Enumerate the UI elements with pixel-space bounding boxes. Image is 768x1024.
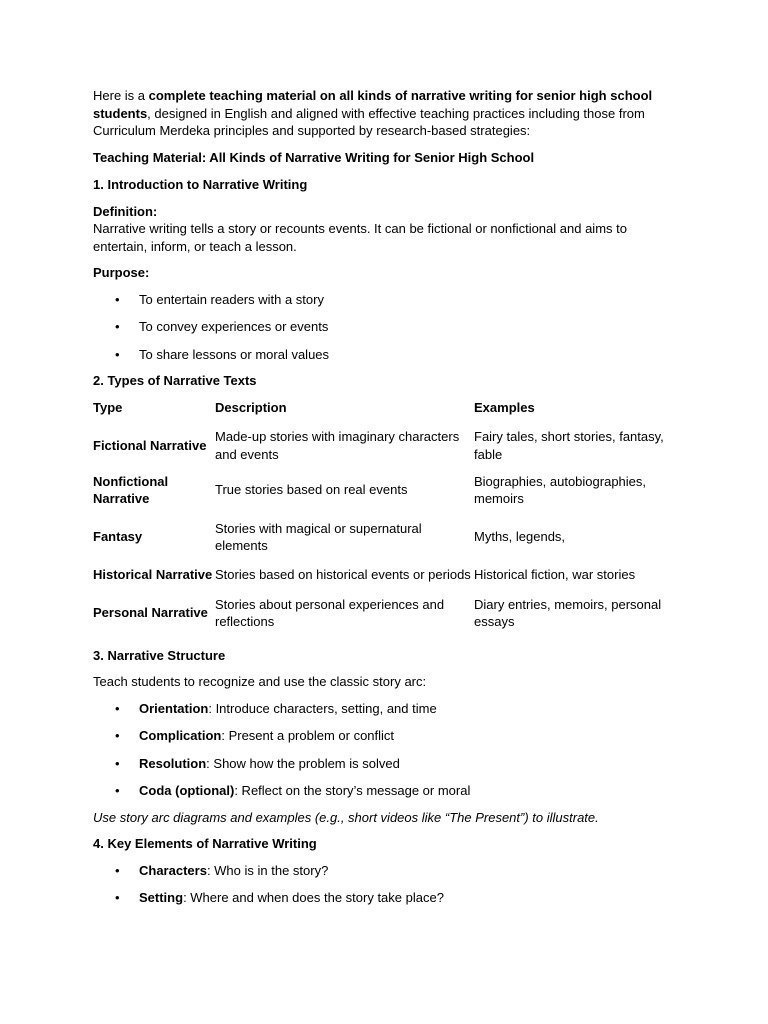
bullet-icon: •: [115, 319, 120, 334]
intro-bold: complete teaching material on all kinds of narrative writing for senior high school students: [93, 88, 653, 121]
narrative-types-table: [93, 399, 673, 637]
list-item-text: To entertain readers with a story: [139, 291, 324, 307]
list-item-term: Orientation: [139, 700, 209, 716]
story-arc-list: [93, 700, 673, 800]
cell-type: Fantasy: [93, 529, 143, 545]
table-row: [93, 561, 673, 590]
section-3-heading: 3. Narrative Structure: [93, 647, 226, 663]
list-item: [93, 889, 673, 907]
cell-description: Stories based on historical events or periods: [215, 567, 471, 583]
document-page: [93, 87, 673, 916]
list-item-term: Characters: [139, 862, 207, 878]
intro-rest: , designed in English and aligned with effective teaching practices including those from Curriculum Merdeka principles and supported by research-based strategies:: [93, 105, 645, 138]
purpose-label: Purpose:: [93, 265, 150, 280]
cell-description: Made-up stories with imaginary characters and events: [215, 429, 460, 462]
table-row: [93, 467, 673, 514]
cell-examples: Fairy tales, short stories, fantasy, fable: [474, 429, 664, 462]
list-item: [93, 782, 673, 800]
cell-type: Personal Narrative: [93, 605, 208, 621]
list-item-term: Setting: [139, 890, 184, 905]
table-row: [93, 590, 673, 637]
section-2-heading: 2. Types of Narrative Texts: [93, 373, 257, 388]
definition-label: Definition:: [93, 203, 158, 219]
intro-lead: Here is a: [93, 88, 149, 103]
cell-examples: Historical fiction, war stories: [474, 567, 636, 583]
story-arc-note: Use story arc diagrams and examples (e.g., short videos like “The Present”) to illustrate.: [93, 809, 599, 825]
bullet-icon: •: [115, 862, 120, 878]
column-header-description: Description: [215, 399, 287, 415]
cell-description: Stories with magical or supernatural elements: [215, 520, 422, 553]
column-header-type: Type: [93, 399, 123, 415]
bullet-icon: •: [115, 346, 120, 362]
section-3-lead: Teach students to recognize and use the classic story arc:: [93, 674, 427, 689]
list-item: [93, 291, 673, 309]
list-item-text: : Present a problem or conflict: [221, 728, 395, 743]
cell-type: Nonfictional Narrative: [93, 473, 169, 506]
list-item-text: : Introduce characters, setting, and time: [208, 700, 437, 716]
list-item-text: : Show how the problem is solved: [206, 755, 400, 771]
cell-description: True stories based on real events: [215, 482, 408, 498]
list-item-text: To convey experiences or events: [139, 319, 329, 334]
cell-examples: Myths, legends,: [474, 529, 566, 545]
table-row: [93, 425, 673, 467]
column-header-examples: Examples: [474, 399, 535, 415]
intro-paragraph: [93, 87, 673, 140]
list-item-text: : Reflect on the story’s message or moral: [234, 783, 471, 798]
definition-text: Narrative writing tells a story or recounts events. It can be fictional or nonfictional and aims to entertain, inform, or teach a lesson.: [93, 221, 627, 254]
document-title: Teaching Material: All Kinds of Narrative Writing for Senior High School: [93, 149, 535, 165]
section-1-heading: 1. Introduction to Narrative Writing: [93, 177, 308, 192]
cell-description: Stories about personal experiences and reflections: [215, 596, 445, 629]
list-item: [93, 318, 673, 336]
list-item: [93, 700, 673, 718]
table-row: [93, 514, 673, 561]
table-header-row: [93, 399, 673, 425]
bullet-icon: •: [115, 783, 120, 798]
list-item-text: : Who is in the story?: [206, 862, 329, 878]
list-item-term: Resolution: [139, 755, 207, 771]
cell-type: Fictional Narrative: [93, 437, 207, 453]
cell-type: Historical Narrative: [93, 567, 213, 583]
list-item-term: Complication: [139, 728, 222, 743]
bullet-icon: •: [115, 890, 120, 905]
purpose-list: [93, 291, 673, 364]
cell-examples: Biographies, autobiographies, memoirs: [474, 473, 647, 506]
key-elements-list: [93, 862, 673, 907]
list-item: [93, 346, 673, 364]
cell-examples: Diary entries, memoirs, personal essays: [474, 596, 662, 629]
list-item: [93, 727, 673, 745]
section-4-heading: 4. Key Elements of Narrative Writing: [93, 836, 317, 851]
list-item: [93, 755, 673, 773]
list-item-text: : Where and when does the story take place?: [183, 890, 444, 905]
list-item-term: Coda (optional): [139, 783, 235, 798]
bullet-icon: •: [115, 728, 120, 743]
bullet-icon: •: [115, 291, 120, 307]
list-item: [93, 862, 673, 880]
bullet-icon: •: [115, 755, 120, 771]
bullet-icon: •: [115, 700, 120, 716]
list-item-text: To share lessons or moral values: [139, 346, 330, 362]
